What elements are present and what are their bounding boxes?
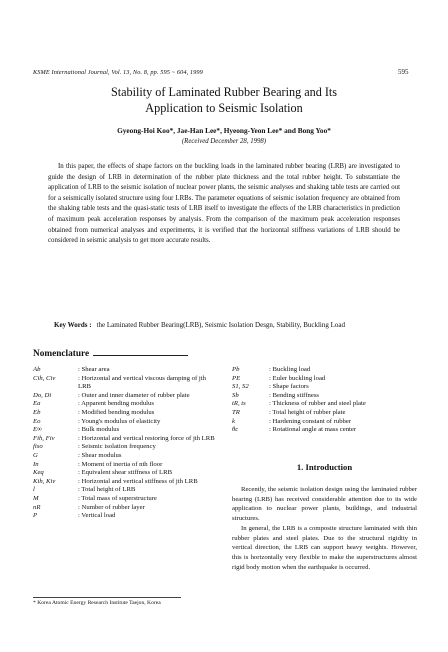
page-number: 595: [398, 68, 409, 76]
keywords-label: Key Words :: [54, 321, 92, 329]
nomenclature-entry: [232, 426, 417, 435]
nomenclature-symbol: E∞: [33, 426, 42, 434]
intro-paragraph-2: In general, the LRB is a composite structure laminated with thin rubber plates and steel plates. Due to the structural rigidity in vertical direction, the LRB can support heavy weights. However, this is horizontally very flexible to make the superstructures almost rigid body motion when the earthquake is occurred.: [232, 524, 417, 571]
nomenclature-right-column: [232, 366, 417, 435]
nomenclature-symbol: Pb: [232, 366, 240, 373]
nomenclature-entry: [33, 512, 218, 521]
abstract: In this paper, the effects of shape factors on the buckling loads in the laminated rubber bearing (LRB) are investigated to guide the design of LRB in determination of the rubber plate thickness and the total rubber height. To substantiate the application of LRB to the seismic isolation of nuclear power plants, the seismic analyses and shaking table tests are carried out for a seismically isolated structure using four LRBs. The parameter equations of seismic isolation frequency are obtained from the shaking table tests and the quasi-static tests of LRB itself to investigate the effects of the LRB characteristics in prediction of maximum peak acceleration responses by analysis. From the comparison of the maximum peak acceleration responses obtained from numerical analyses and experiments, it is verified that the horizontal stiffness variations of LRB should be considered in seismic analysis to get more accurate results.: [48, 163, 400, 245]
nomenclature-entry: [232, 383, 417, 392]
nomenclature-definition: : Total height of rubber plate: [269, 408, 346, 416]
nomenclature-definition: : Seismic isolation frequency: [78, 443, 156, 451]
nomenclature-definition: : Apparent bending modulus: [78, 400, 154, 408]
nomenclature-definition: : Rotational angle at mass center: [269, 426, 357, 434]
received-date: (Received December 28, 1998): [181, 138, 267, 145]
affiliation-footnote: * Korea Atomic Energy Research Institute Taejon, Korea: [33, 600, 161, 606]
heading-rule: [93, 355, 188, 356]
journal-citation: KSME International Journal, Vol. 13, No. 8, pp. 595 ~ 604, 1999: [33, 69, 203, 76]
nomenclature-definition: : Hardening constant of rubber: [269, 417, 352, 425]
nomenclature-symbol: nR: [33, 503, 41, 511]
nomenclature-definition: : Bulk modulus: [78, 426, 120, 434]
nomenclature-entry: [33, 435, 218, 444]
nomenclature-entry: [33, 469, 218, 478]
nomenclature-symbol: In: [33, 460, 39, 468]
nomenclature-symbol: θc: [232, 426, 239, 434]
nomenclature-entry: [33, 400, 218, 409]
nomenclature-entry: [33, 426, 218, 435]
nomenclature-definition: : Total height of LRB: [78, 486, 136, 494]
nomenclature-symbol: S1, S2: [232, 383, 249, 391]
nomenclature-symbol: Eo: [33, 417, 41, 425]
nomenclature-symbol: P: [33, 512, 38, 520]
nomenclature-definition: : Buckling load: [269, 366, 311, 373]
nomenclature-symbol: k: [232, 417, 235, 425]
nomenclature-symbol: Do, Di: [33, 391, 52, 399]
nomenclature-definition: : Vertical load: [78, 512, 116, 520]
nomenclature-entry: [33, 504, 218, 513]
nomenclature-symbol: Keq: [33, 469, 44, 477]
nomenclature-definition: : Equivalent shear stiffness of LRB: [78, 469, 173, 477]
nomenclature-symbol: Eb: [33, 408, 41, 416]
nomenclature-symbol: Ea: [33, 400, 41, 408]
nomenclature-definition: : Shape factors: [269, 383, 309, 391]
paper-title: [0, 84, 448, 116]
nomenclature-definition: : Moment of inertia of nth floor: [78, 460, 163, 468]
nomenclature-definition: : Horizontal and vertical restoring force of jth LRB: [78, 434, 215, 442]
nomenclature-entry: [232, 366, 417, 375]
nomenclature-heading: [33, 349, 188, 359]
nomenclature-entry: [232, 400, 417, 409]
nomenclature-symbol: M: [33, 494, 39, 502]
nomenclature-symbol: l: [33, 486, 35, 494]
nomenclature-symbol: tR, ts: [232, 400, 246, 408]
nomenclature-entry: [232, 392, 417, 401]
nomenclature-definition: : Bending stiffness: [269, 391, 320, 399]
nomenclature-entry: [33, 478, 218, 487]
nomenclature-definition: : Horizontal and vertical stiffness of jth LRB: [78, 477, 198, 485]
nomenclature-definition: : Euler buckling load: [269, 374, 326, 382]
nomenclature-entry: [33, 375, 218, 392]
title-line-1: Stability of Laminated Rubber Bearing and Its: [110, 85, 338, 99]
nomenclature-definition: : Outer and inner diameter of rubber plate: [78, 391, 190, 399]
footnote-rule: [33, 597, 181, 598]
nomenclature-definition: : Young's modulus of elasticity: [78, 417, 161, 425]
nomenclature-symbol: PE: [232, 374, 241, 382]
keywords: [54, 320, 402, 331]
nomenclature-entry: [232, 375, 417, 384]
keywords-text: the Laminated Rubber Bearing(LRB), Seismic Isolation Desgn, Stability, Buckling Load: [96, 321, 345, 329]
nomenclature-symbol: TR: [232, 408, 240, 416]
nomenclature-definition: : Shear modulus: [78, 451, 122, 459]
nomenclature-entry: [33, 409, 218, 418]
introduction-body: [232, 485, 417, 572]
nomenclature-symbol: fiso: [33, 443, 43, 451]
author-list: Gyeong-Hoi Koo*, Jae-Han Lee*, Hyeong-Yeon Lee* and Bong Yoo*: [117, 126, 331, 135]
nomenclature-symbol: Kih, Kiv: [33, 477, 56, 485]
nomenclature-symbol: Fih, Fiv: [33, 434, 55, 442]
nomenclature-symbol: G: [33, 451, 38, 459]
nomenclature-left-column: [33, 366, 218, 521]
intro-paragraph-1: Recently, the seismic isolation design using the laminated rubber bearing (LRB) has received considerable attention due to its wide application to nuclear power plants, buildings, and industrial structures.: [232, 486, 417, 523]
nomenclature-entry: [33, 392, 218, 401]
title-line-2: Application to Seismic Isolation: [145, 101, 303, 115]
nomenclature-symbol: Cih, Civ: [33, 374, 56, 382]
section-heading-introduction: 1. Introduction: [296, 462, 353, 472]
nomenclature-entry: [33, 366, 218, 375]
nomenclature-entry: [33, 452, 218, 461]
nomenclature-entry: [33, 495, 218, 504]
nomenclature-definition: : Shear area: [78, 366, 110, 373]
nomenclature-entry: [232, 418, 417, 427]
nomenclature-title: Nomenclature: [33, 349, 90, 359]
nomenclature-symbol: Ab: [33, 366, 41, 373]
nomenclature-symbol: Sb: [232, 391, 239, 399]
nomenclature-entry: [33, 443, 218, 452]
nomenclature-definition: : Total mass of superstructure: [78, 494, 157, 502]
nomenclature-definition: : Number of rubber layer: [78, 503, 145, 511]
nomenclature-entry: [232, 409, 417, 418]
nomenclature-entry: [33, 461, 218, 470]
nomenclature-entry: [33, 486, 218, 495]
nomenclature-definition: : Horizontal and vertical viscous damping of jth LRB: [78, 374, 206, 391]
nomenclature-definition: : Thickness of rubber and steel plate: [269, 400, 366, 408]
nomenclature-definition: : Modified bending modulus: [78, 408, 155, 416]
nomenclature-entry: [33, 418, 218, 427]
